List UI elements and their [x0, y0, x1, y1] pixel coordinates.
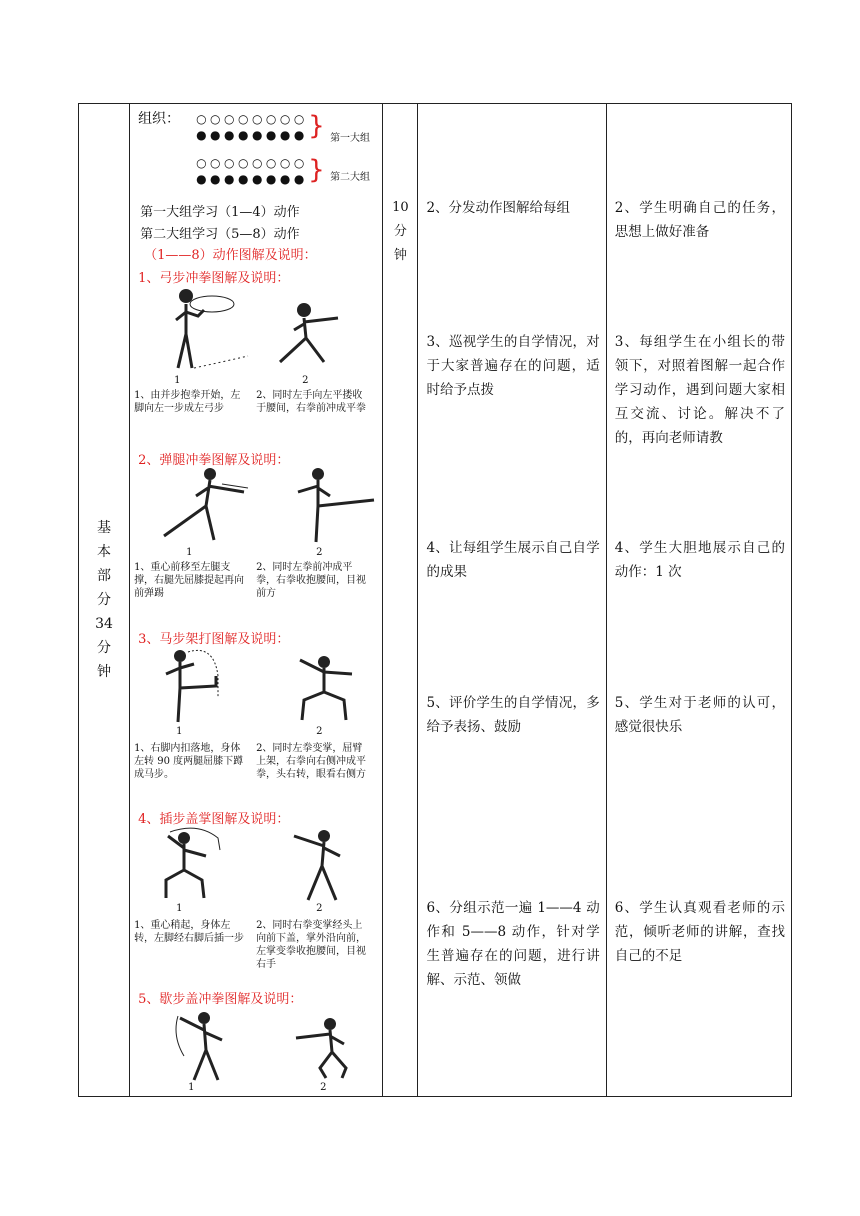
figure-5-2-icon	[280, 1012, 380, 1082]
figure-2-1-icon	[148, 466, 258, 546]
filled-dot-row: ●●●●●●●●	[196, 128, 308, 142]
student-activity: 2、学生明确自己的任务，思想上做好准备	[614, 200, 785, 240]
student-activity: 6、学生认真观看老师的示范，倾听老师的讲解，查找自己的不足	[614, 900, 785, 964]
figure-number: 1	[186, 547, 193, 558]
move-title: 4、插步盖掌图解及说明：	[138, 812, 290, 827]
figure-number: 2	[316, 903, 323, 914]
figure-3-2-icon	[280, 648, 380, 724]
section-char: 钟	[97, 664, 112, 680]
teacher-activity: 3、巡视学生的自学情况，对于大家普遍存在的问题，适时给予点拨	[426, 334, 600, 398]
content-cell	[130, 104, 383, 1097]
student-activity: 3、每组学生在小组长的带领下，对照着图解一起合作学习动作，遇到问题大家相互交流、讨论。解决不了的，再向老师请教	[614, 334, 785, 446]
figure-number: 2	[320, 1082, 327, 1093]
hollow-dot-row: ○○○○○○○○	[196, 156, 308, 170]
section-cell	[79, 104, 130, 1097]
filled-dot-row: ●●●●●●●●	[196, 172, 308, 186]
move-caption: 1、重心稍起，身体左转，左脚经右脚后插一步	[134, 920, 245, 944]
time-char: 分	[393, 224, 407, 239]
section-char: 部	[97, 568, 112, 584]
figure-number: 2	[302, 375, 309, 386]
figure-number: 1	[176, 726, 183, 737]
section-char: 34	[95, 616, 113, 632]
lesson-table	[78, 103, 792, 1097]
figure-3-1-icon	[158, 646, 258, 724]
figure-number: 2	[316, 726, 323, 737]
move-caption: 2、同时左拳前冲成平拳，右拳收抱腰间，目视前方	[256, 562, 367, 599]
study-line-3: （1——8）动作图解及说明：	[144, 248, 317, 263]
teacher-activity: 6、分组示范一遍 1——4 动作和 5——8 动作，针对学生普遍存在的问题，进行讲解、示范、领做	[426, 900, 600, 988]
lesson-plan-page	[78, 103, 792, 1097]
figure-4-2-icon	[280, 826, 370, 902]
teacher-activity-cell	[418, 104, 606, 1097]
study-line-1: 第一大组学习（1—4）动作	[140, 205, 300, 220]
student-activity-cell	[606, 104, 791, 1097]
figure-1-2-icon	[266, 300, 376, 372]
figure-2-2-icon	[288, 466, 388, 546]
teacher-activity: 4、让每组学生展示自己自学的成果	[426, 540, 600, 580]
move-title: 1、弓步冲拳图解及说明：	[138, 271, 290, 286]
move-caption: 2、同时右拳变掌经头上向前下盖，掌外沿向前，左掌变拳收抱腰间，目视右手	[256, 920, 367, 970]
move-title: 5、歇步盖冲拳图解及说明：	[138, 992, 303, 1007]
figure-number: 1	[188, 1082, 195, 1093]
brace-icon: }	[308, 155, 325, 185]
hollow-dot-row: ○○○○○○○○	[196, 112, 308, 126]
section-char: 本	[97, 544, 112, 560]
organization-label: 组织：	[138, 111, 181, 127]
move-caption: 1、重心前移至左腿支撑，右腿先屈膝提起再向前弹踢	[134, 562, 245, 599]
teacher-activity: 2、分发动作图解给每组	[426, 200, 571, 216]
figure-number: 2	[316, 547, 323, 558]
teacher-activity: 5、评价学生的自学情况，多给予表扬、鼓励	[426, 695, 600, 735]
section-char: 基	[97, 520, 112, 536]
section-char: 分	[97, 640, 112, 656]
move-title: 3、马步架打图解及说明：	[138, 632, 290, 647]
brace-icon: }	[308, 111, 325, 141]
time-char: 钟	[393, 248, 407, 263]
figure-number: 1	[174, 375, 181, 386]
move-caption: 1、右脚内扣落地，身体左转 90 度两腿屈膝下蹲成马步。	[134, 743, 244, 780]
move-caption: 2、同时左手向左平搂收于腰间，右拳前冲成平拳	[256, 390, 367, 414]
time-char: 10	[392, 200, 409, 215]
section-char: 分	[97, 592, 112, 608]
figure-1-1-icon	[152, 286, 262, 372]
student-activity: 5、学生对于老师的认可，感觉很快乐	[614, 695, 785, 735]
group1-label: 第一大组	[330, 133, 371, 144]
study-line-2: 第二大组学习（5—8）动作	[140, 227, 300, 242]
student-activity: 4、学生大胆地展示自己的动作：1 次	[614, 540, 785, 580]
move-caption: 1、由并步抱拳开始，左脚向左一步成左弓步	[134, 390, 241, 414]
group2-label: 第二大组	[330, 172, 371, 183]
move-title: 2、弹腿冲拳图解及说明：	[138, 453, 290, 468]
figure-4-1-icon	[148, 826, 248, 902]
move-caption: 2、同时左拳变掌，屈臂上架，右拳向右侧冲成平拳，头右转，眼看右侧方	[256, 743, 367, 780]
figure-5-1-icon	[164, 1006, 264, 1082]
time-cell	[383, 104, 418, 1097]
figure-number: 1	[176, 903, 183, 914]
